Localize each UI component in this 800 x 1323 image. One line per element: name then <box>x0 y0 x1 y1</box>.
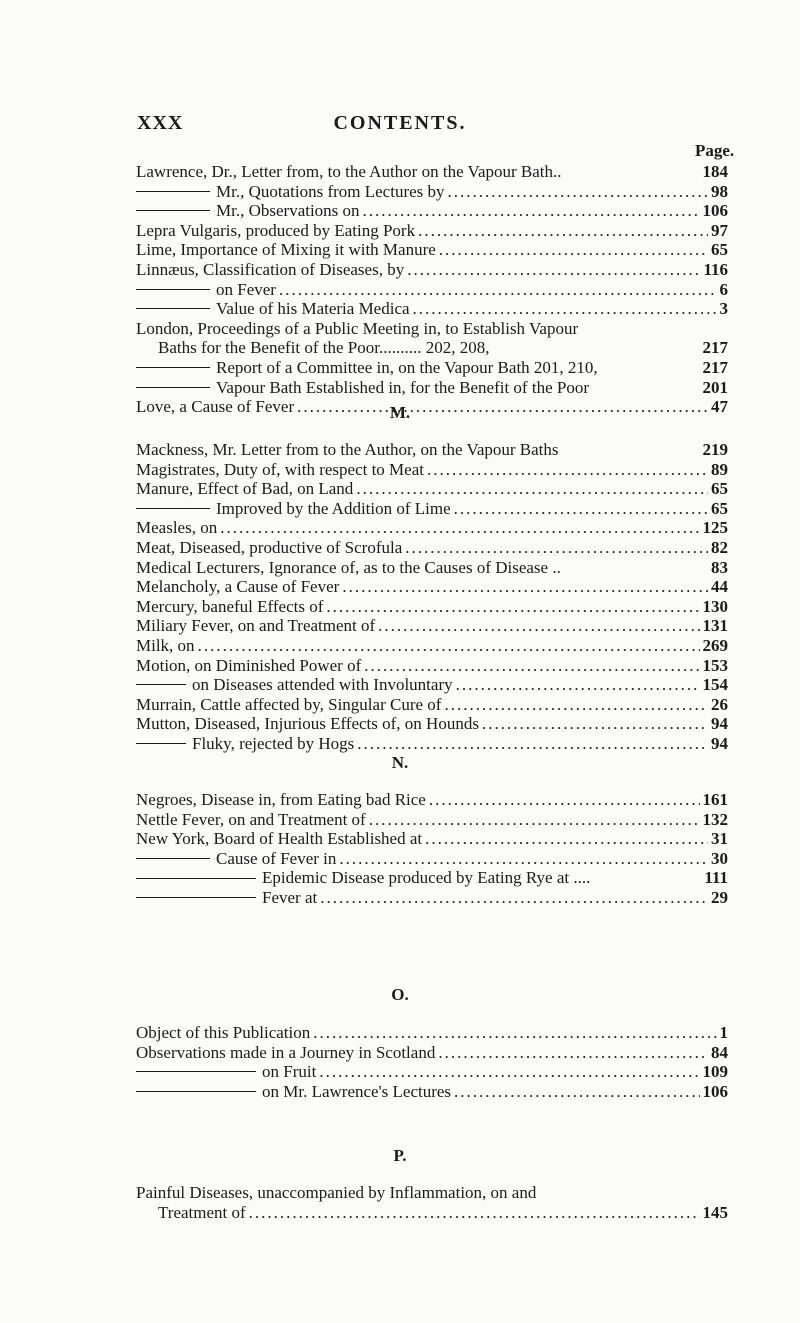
entry-text: Mercury, baneful Effects of <box>136 596 324 616</box>
index-entry <box>136 790 728 810</box>
index-entry <box>136 260 728 280</box>
entry-page-number: 154 <box>702 675 728 695</box>
index-entry <box>136 1043 728 1063</box>
entry-text: Milk, on <box>136 635 195 655</box>
index-entry <box>136 460 728 480</box>
entry-page-number: 153 <box>702 655 728 675</box>
entry-page-number: 130 <box>702 596 728 616</box>
index-entry <box>136 299 728 319</box>
index-entry <box>136 162 728 182</box>
index-entry <box>136 538 728 558</box>
section-p-entries <box>136 1183 728 1222</box>
entry-page-number: 219 <box>702 440 728 459</box>
dot-leader <box>456 675 700 695</box>
entry-page-number: 65 <box>711 479 728 499</box>
ditto-rule <box>136 191 210 192</box>
entry-text: Mackness, Mr. Letter from to the Author, on the Vapour Baths <box>136 440 559 459</box>
index-entry <box>136 319 728 339</box>
entry-page-number: 161 <box>702 790 728 809</box>
section-n-entries <box>136 790 728 908</box>
index-entry <box>136 810 728 830</box>
page-title: CONTENTS. <box>333 112 467 134</box>
entry-page-number: 109 <box>702 1062 728 1082</box>
index-entry <box>136 338 728 358</box>
entry-text: Motion, on Diminished Power of <box>136 655 362 675</box>
index-entry <box>136 280 728 300</box>
entry-text: Nettle Fever, on and Treatment of <box>136 809 366 829</box>
entry-page-number: 106 <box>702 201 728 221</box>
dot-leader <box>220 518 699 538</box>
index-entry <box>136 868 728 888</box>
dot-leader <box>363 201 700 221</box>
dot-leader <box>427 460 708 480</box>
entry-text: on Mr. Lawrence's Lectures <box>262 1081 452 1101</box>
index-entry <box>136 656 728 676</box>
index-entry <box>136 221 728 241</box>
entry-text: Mr., Observations on <box>216 201 360 221</box>
entry-text: Cause of Fever in <box>216 848 337 868</box>
entry-page-number: 82 <box>711 537 728 557</box>
page-column-label: Page. <box>695 141 735 160</box>
ditto-rule <box>136 897 256 898</box>
entry-text: Fever at <box>262 887 318 907</box>
ditto-rule <box>136 508 210 509</box>
index-entry <box>136 240 728 260</box>
entry-text: London, Proceedings of a Public Meeting in, to Establish Vapour <box>136 318 579 338</box>
dot-leader <box>356 479 708 499</box>
entry-page-number: 217 <box>702 338 728 358</box>
dot-leader <box>339 849 708 869</box>
entry-page-number: 217 <box>702 357 728 377</box>
index-entry <box>136 1203 728 1223</box>
index-entry <box>136 675 728 695</box>
entry-page-number: 65 <box>711 498 728 518</box>
dot-leader <box>448 182 708 202</box>
dot-leader <box>313 1023 716 1043</box>
index-entry <box>136 597 728 617</box>
entry-text: on Fever <box>216 279 276 299</box>
ditto-rule <box>136 684 186 685</box>
entry-text: Melancholy, a Cause of Fever <box>136 577 340 597</box>
ditto-rule <box>136 858 210 859</box>
entry-page-number: 26 <box>711 694 728 714</box>
index-entry <box>136 849 728 869</box>
dot-leader <box>249 1203 700 1223</box>
page-number: XXX <box>137 112 184 134</box>
dot-leader <box>364 656 699 676</box>
entry-page-number: 145 <box>702 1202 728 1222</box>
entry-page-number: 29 <box>711 887 728 907</box>
entry-text: Lime, Importance of Mixing it with Manure <box>136 240 436 260</box>
dot-leader <box>425 829 708 849</box>
entry-page-number: 65 <box>711 240 728 260</box>
dot-leader <box>413 299 717 319</box>
index-entry <box>136 440 728 460</box>
entry-page-number: 47 <box>711 397 728 417</box>
entry-text: Baths for the Benefit of the Poor.......... 202, 208, <box>158 338 490 358</box>
entry-text: Measles, on <box>136 518 218 538</box>
entry-text: New York, Board of Health Established at <box>136 829 423 849</box>
dot-leader <box>369 810 700 830</box>
entry-text: Meat, Diseased, productive of Scrofula <box>136 537 403 557</box>
entry-text: Improved by the Addition of Lime <box>216 498 451 518</box>
ditto-rule <box>136 1071 256 1072</box>
dot-leader <box>320 888 708 908</box>
entry-text: Observations made in a Journey in Scotland <box>136 1042 436 1062</box>
entry-text: Medical Lecturers, Ignorance of, as to the Causes of Disease .. <box>136 557 561 577</box>
index-entry <box>136 518 728 538</box>
dot-leader <box>342 577 708 597</box>
entry-text: Negroes, Disease in, from Eating bad Rice <box>136 790 426 809</box>
entry-text: Manure, Effect of Bad, on Land <box>136 479 354 499</box>
index-entry <box>136 1183 728 1203</box>
entry-page-number: 83 <box>711 557 728 577</box>
dot-leader <box>482 714 708 734</box>
index-entry <box>136 888 728 908</box>
entry-text: on Fruit <box>262 1062 317 1082</box>
entry-page-number: 98 <box>711 181 728 201</box>
entry-page-number: 44 <box>711 577 728 597</box>
ditto-rule <box>136 210 210 211</box>
index-entry <box>136 558 728 578</box>
dot-leader <box>357 734 708 754</box>
entry-page-number: 184 <box>702 162 728 181</box>
entry-text: Vapour Bath Established in, for the Benefit of the Poor <box>216 377 589 397</box>
ditto-rule <box>136 1091 256 1092</box>
entry-page-number: 131 <box>702 616 728 636</box>
index-entry <box>136 182 728 202</box>
section-letter-n: N. <box>391 753 409 772</box>
ditto-rule <box>136 743 186 744</box>
entry-page-number: 94 <box>711 733 728 753</box>
ditto-rule <box>136 367 210 368</box>
entry-text: Lepra Vulgaris, produced by Eating Pork <box>136 220 416 240</box>
dot-leader <box>418 221 708 241</box>
entry-text: Epidemic Disease produced by Eating Rye at .... <box>262 868 591 888</box>
entry-page-number: 3 <box>719 299 728 319</box>
entry-text: Miliary Fever, on and Treatment of <box>136 616 376 636</box>
entry-text: Report of a Committee in, on the Vapour Bath 201, 210, <box>216 357 598 377</box>
entry-page-number: 116 <box>703 259 728 279</box>
index-entry <box>136 616 728 636</box>
dot-leader <box>326 597 699 617</box>
index-entry <box>136 479 728 499</box>
dot-leader <box>405 538 708 558</box>
index-entry <box>136 201 728 221</box>
index-entry <box>136 695 728 715</box>
ditto-rule <box>136 878 256 879</box>
index-entry <box>136 1062 728 1082</box>
entry-text: Love, a Cause of Fever <box>136 397 295 417</box>
entry-text: Lawrence, Dr., Letter from, to the Author on the Vapour Bath.. <box>136 162 562 181</box>
entry-text: Linnæus, Classification of Diseases, by <box>136 259 405 279</box>
entry-text: Magistrates, Duty of, with respect to Meat <box>136 459 424 479</box>
entry-page-number: 111 <box>704 868 728 888</box>
entry-text: Fluky, rejected by Hogs <box>192 733 355 753</box>
entry-text: on Diseases attended with Involuntary <box>192 675 453 695</box>
index-entry <box>136 636 728 656</box>
entry-page-number: 132 <box>702 809 728 829</box>
index-entry <box>136 358 728 378</box>
entry-page-number: 6 <box>719 279 728 299</box>
entry-page-number: 125 <box>702 518 728 538</box>
entry-text: Treatment of <box>158 1202 246 1222</box>
dot-leader <box>429 790 700 810</box>
index-entry <box>136 1082 728 1102</box>
index-entry <box>136 378 728 398</box>
entry-page-number: 30 <box>711 848 728 868</box>
section-letter-m: M. <box>389 403 411 422</box>
dot-leader <box>279 280 717 300</box>
dot-leader <box>439 240 708 260</box>
page-header <box>0 112 800 136</box>
entry-page-number: 89 <box>711 459 728 479</box>
entry-page-number: 94 <box>711 714 728 734</box>
entry-page-number: 97 <box>711 220 728 240</box>
section-letter-o: O. <box>391 985 409 1004</box>
dot-leader <box>378 616 699 636</box>
index-entry <box>136 499 728 519</box>
entry-page-number: 201 <box>702 377 728 397</box>
index-entry <box>136 1023 728 1043</box>
entry-text: Murrain, Cattle affected by, Singular Cure of <box>136 694 442 714</box>
ditto-rule <box>136 289 210 290</box>
entry-text: Value of his Materia Medica <box>216 299 410 319</box>
dot-leader <box>444 695 708 715</box>
ditto-rule <box>136 387 210 388</box>
section-m-entries <box>136 440 728 754</box>
entry-page-number: 106 <box>702 1081 728 1101</box>
index-entry <box>136 829 728 849</box>
entry-page-number: 269 <box>702 635 728 655</box>
dot-leader <box>407 260 700 280</box>
entry-page-number: 1 <box>719 1023 728 1042</box>
entry-text: Mr., Quotations from Lectures by <box>216 181 445 201</box>
dot-leader <box>454 1082 699 1102</box>
section-letter-p: P. <box>393 1146 407 1165</box>
ditto-rule <box>136 308 210 309</box>
entry-text: Object of this Publication <box>136 1023 311 1042</box>
entry-page-number: 31 <box>711 829 728 849</box>
entry-page-number: 84 <box>711 1042 728 1062</box>
entry-text: Mutton, Diseased, Injurious Effects of, on Hounds <box>136 714 479 734</box>
entry-text: Painful Diseases, unaccompanied by Inflammation, on and <box>136 1183 537 1202</box>
section-o-entries <box>136 1023 728 1101</box>
dot-leader <box>438 1043 708 1063</box>
index-entry <box>136 714 728 734</box>
dot-leader <box>198 636 700 656</box>
index-entry <box>136 734 728 754</box>
dot-leader <box>454 499 708 519</box>
section-l-entries <box>136 162 728 417</box>
index-entry <box>136 577 728 597</box>
dot-leader <box>319 1062 699 1082</box>
